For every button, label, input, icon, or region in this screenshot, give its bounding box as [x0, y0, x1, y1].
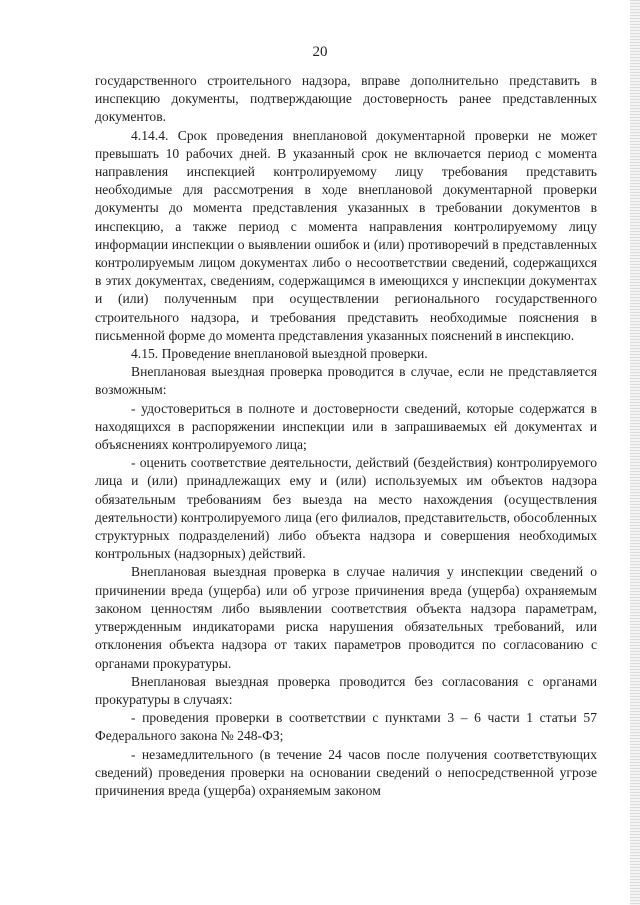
list-item-article-57: - проведения проверки в соответствии с пунктами 3 – 6 части 1 статьи 57 Федерального закона № 248-ФЗ;	[95, 710, 597, 744]
document-body	[95, 72, 597, 800]
paragraph-inspection-intro: Внеплановая выездная проверка проводится в случае, если не представляется возможным:	[95, 364, 597, 398]
paragraph-prosecutor-agreement: Внеплановая выездная проверка в случае наличия у инспекции сведений о причинении вреда (ущерба) или об угрозе причинения вреда (ущерба) охраняемым законом ценностям либо выявлении соответствия объекта надзора параметрам, утвержденным индикаторами риска нарушения обязательных требований, или отклонения объекта надзора от таких параметров проводится по согласованию с органами прокуратуры.	[95, 564, 597, 671]
list-item-verify: - удостовериться в полноте и достоверности сведений, которые содержатся в находящихся в распоряжении инспекции или в запрашиваемых ей документах и объяснениях контролируемого лица;	[95, 400, 597, 453]
paragraph-without-agreement: Внеплановая выездная проверка проводится без согласования с органами прокуратуры в случаях:	[95, 673, 597, 707]
list-item-assess: - оценить соответствие деятельности, действий (бездействия) контролируемого лица и (или) принадлежащих ему и (или) используемых им объектов надзора обязательным требованиям без выезда на место нахождения (осуществления деятельности) контролируемого лица (его филиалов, представительств, обособленных структурных подразделений) либо объекта надзора и совершения необходимых контрольных (надзорных) действий.	[95, 455, 597, 562]
section-heading-4-15: 4.15. Проведение внеплановой выездной проверки.	[131, 346, 428, 362]
list-item-immediate: - незамедлительного (в течение 24 часов после получения соответствующих сведений) проведения проверки на основании сведений о непосредственной угрозе причинения вреда (ущерба) охраняемым законом	[95, 746, 597, 798]
paragraph-4-14-4: 4.14.4. Срок проведения внеплановой документарной проверки не может превышать 10 рабочих дней. В указанный срок не включается период с момента направления инспекцией контролируемому лицу требования представить необходимые для рассмотрения в ходе внеплановой документарной проверки документы до момента представления указанных в требовании документов в инспекцию, а также период с момента направления контролируемому лицу информации инспекции о выявлении ошибок и (или) противоречий в представленных контролируемым лицом документах либо о несоответствии сведений, содержащихся в этих документах, сведениям, содержащимся в имеющихся у инспекции документах и (или) полученным при осуществлении регионального государственного строительного надзора, и требования представить необходимые пояснения в письменной форме до момента представления указанных пояснений в инспекцию.	[95, 127, 597, 343]
paragraph-continuation: государственного строительного надзора, вправе дополнительно представить в инспекцию документы, подтверждающие достоверность ранее представленных документов.	[95, 73, 597, 125]
scan-edge-decoration	[630, 0, 640, 905]
page-number: 20	[312, 44, 328, 60]
